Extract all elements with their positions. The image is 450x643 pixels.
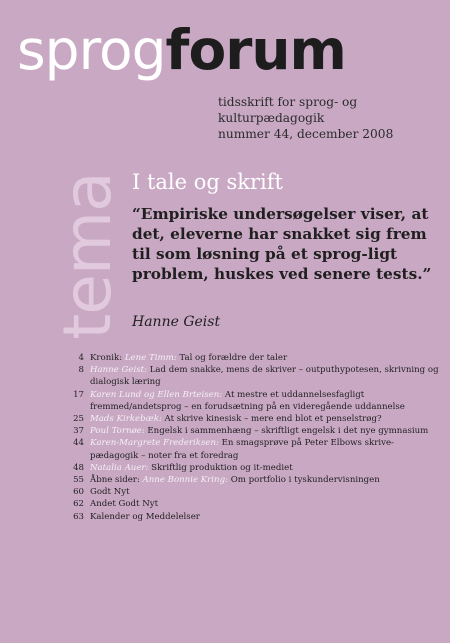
toc-prefix: Godt Nyt xyxy=(90,487,130,498)
toc-page: 63 xyxy=(73,511,84,522)
toc-page: 60 xyxy=(73,487,84,498)
toc-row xyxy=(66,462,442,474)
toc-title: En smagsprøve på Peter Elbows skrive-pædagogik – noter fra et foredrag xyxy=(90,438,394,461)
toc-author: Hanne Geist: xyxy=(90,365,147,376)
toc-entry xyxy=(90,486,442,498)
toc-page: 4 xyxy=(78,353,84,363)
masthead-light: sprog xyxy=(17,18,166,82)
toc-title: Engelsk i sammenhæng – skriftligt engelsk i det nye gymnasium xyxy=(144,426,429,437)
toc-author: Karen-Margrete Frederiksen: xyxy=(90,438,219,449)
toc-row xyxy=(66,437,442,461)
toc-page: 44 xyxy=(73,438,84,449)
toc-row xyxy=(66,486,442,498)
toc-author: Anne Bonnie Kring: xyxy=(142,475,228,486)
toc-author: Mads Kirkebæk: xyxy=(90,414,162,425)
toc-page: 25 xyxy=(73,414,84,425)
toc-entry xyxy=(90,413,442,425)
toc-entry xyxy=(90,474,442,486)
toc-title: Skriftlig produktion og it-mediet xyxy=(148,462,293,473)
toc-row xyxy=(66,389,442,413)
toc-entry xyxy=(90,389,442,413)
theme-quote: “Empiriske undersøgelser viser, at det, eleverne har snakket sig frem til som løsning på et sprog-ligt problem, huskes ved senere tests.” xyxy=(132,205,432,283)
toc-row xyxy=(66,425,442,437)
toc-entry xyxy=(90,364,442,388)
toc-entry xyxy=(90,511,442,523)
theme-title: I tale og skrift xyxy=(132,170,283,194)
toc-page: 17 xyxy=(73,389,84,400)
quote-author: Hanne Geist xyxy=(132,314,221,330)
toc-row xyxy=(66,364,442,388)
masthead-logo xyxy=(17,20,346,80)
toc-prefix: Kalender og Meddelelser xyxy=(90,511,200,522)
masthead-bold: forum xyxy=(165,18,346,82)
subtitle-line-2: nummer 44, december 2008 xyxy=(218,127,394,141)
toc-author: Natalia Auer: xyxy=(90,462,149,473)
toc-prefix: Åbne sider: xyxy=(90,475,143,486)
toc-row xyxy=(66,498,442,510)
toc-page: 62 xyxy=(73,499,84,510)
toc-row xyxy=(66,413,442,425)
toc-entry xyxy=(90,425,442,437)
toc-author: Karen Lund og Ellen Brteisen: xyxy=(90,389,223,400)
toc-prefix: Kronik: xyxy=(90,353,125,363)
toc-entry xyxy=(90,437,442,461)
subtitle-line-1: tidsskrift for sprog- og kulturpædagogik xyxy=(218,95,358,125)
toc-page: 8 xyxy=(78,365,84,376)
toc-prefix: Andet Godt Nyt xyxy=(90,499,159,510)
toc-entry xyxy=(90,462,442,474)
toc-author: Poul Tornøe: xyxy=(90,426,145,437)
toc-title: At skrive kinesisk – mere end blot et penselstrøg? xyxy=(161,414,382,425)
toc-entry xyxy=(90,352,442,364)
toc-entry xyxy=(90,498,442,510)
toc-row xyxy=(66,352,442,364)
toc-title: At mestre et uddannelsesfagligt fremmed/andetsprog – en forudsætning på en videregående uddannelse xyxy=(90,389,405,412)
toc-row xyxy=(66,474,442,486)
table-of-contents xyxy=(66,352,442,523)
toc-page: 37 xyxy=(73,426,84,437)
toc-page: 55 xyxy=(73,475,84,486)
toc-page: 48 xyxy=(73,462,84,473)
toc-author: Lene Timm: xyxy=(124,353,177,363)
journal-subtitle xyxy=(218,94,450,142)
toc-title: Tal og forældre der taler xyxy=(176,353,288,363)
toc-title: Lad dem snakke, mens de skriver – outputhypotesen, skrivning og dialogisk læring xyxy=(90,365,439,388)
toc-row xyxy=(66,511,442,523)
toc-title: Om portfolio i tyskundervisningen xyxy=(227,475,380,486)
tema-vertical-label: tema xyxy=(49,172,126,340)
